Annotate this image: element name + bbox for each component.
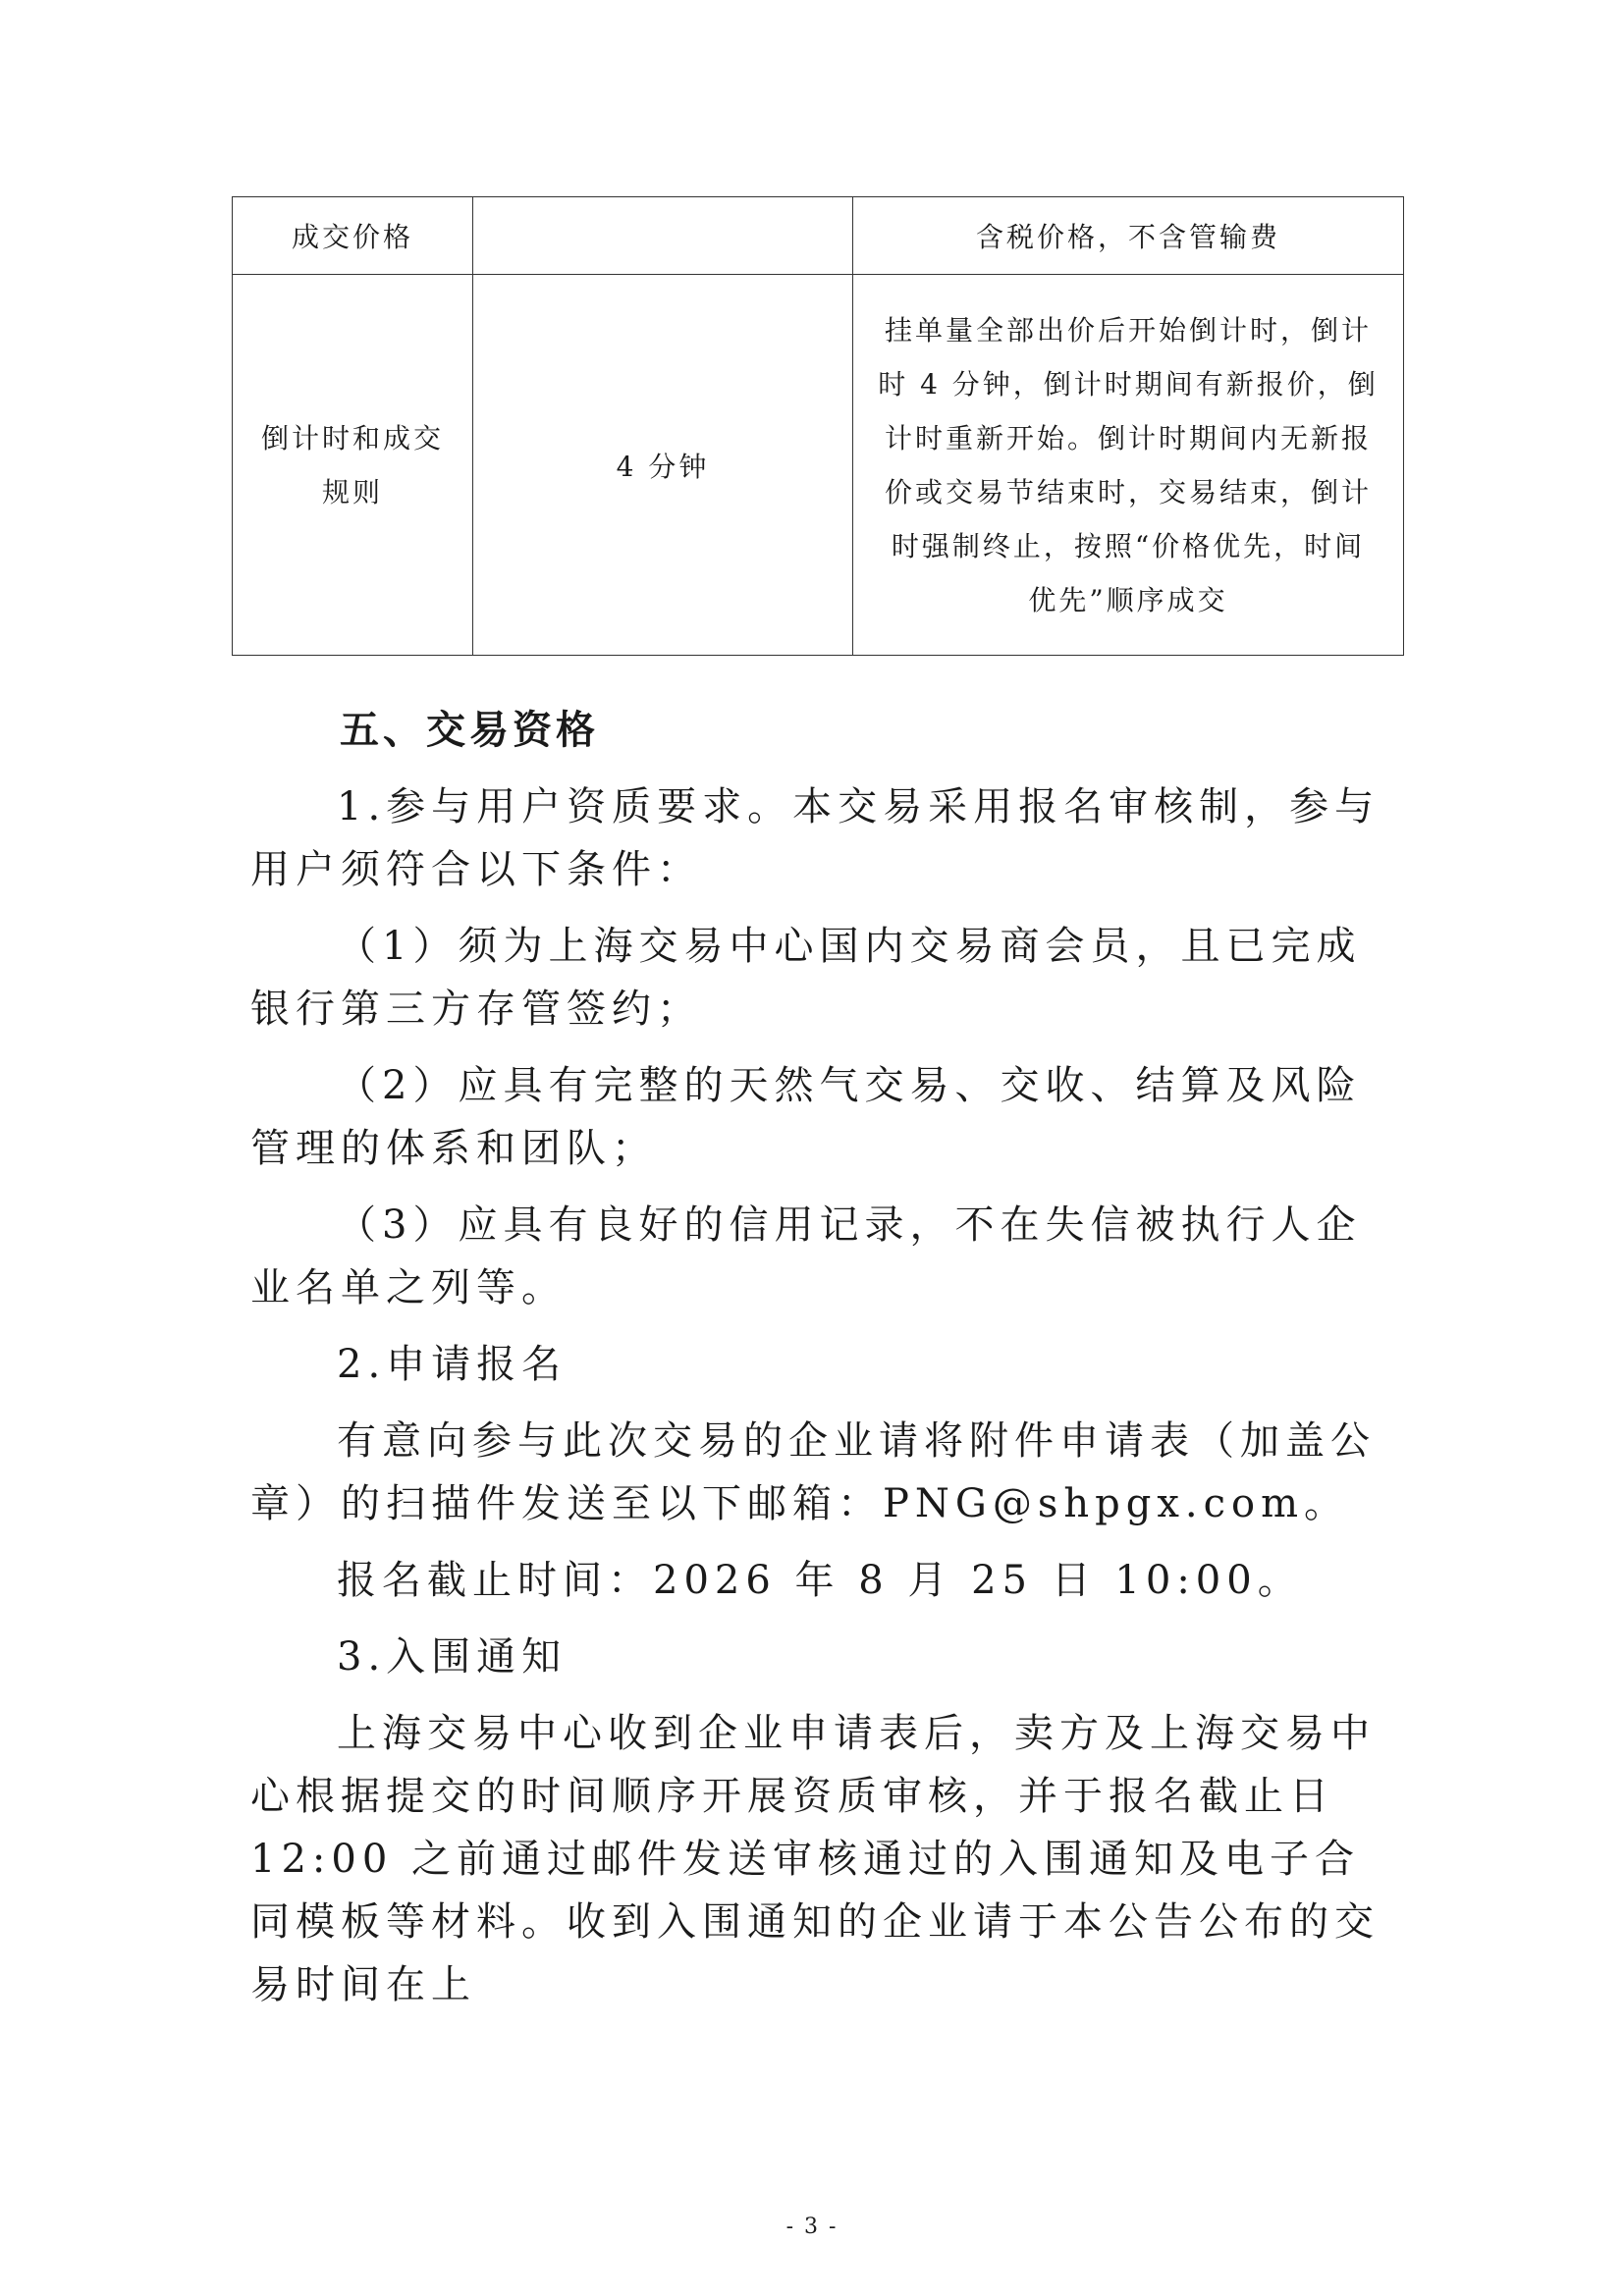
table-row	[233, 275, 1404, 656]
description-line: 计时重新开始。倒计时期间内无新报	[884, 421, 1372, 454]
page-number: - 3 -	[785, 2215, 839, 2239]
description-line: 优先”顺序成交	[1028, 583, 1228, 616]
row-description: 含税价格，不含管输费	[853, 197, 1404, 275]
section-heading: 五、交易资格	[340, 707, 599, 753]
description-line: 时 4 分钟，倒计时期间有新报价，倒	[878, 367, 1379, 400]
label-line: 规则	[321, 475, 383, 508]
row-label	[233, 275, 473, 656]
paragraph: （3）应具有良好的信用记录，不在失信被执行人企业名单之列等。	[250, 1202, 1362, 1310]
description-line: 时强制终止，按照“价格优先，时间	[891, 529, 1366, 562]
paragraph: 1.参与用户资质要求。本交易采用报名审核制，参与用户须符合以下条件：	[250, 784, 1380, 892]
paragraph: 3.入围通知	[337, 1634, 568, 1680]
paragraph: 有意向参与此次交易的企业请将附件申请表（加盖公章）的扫描件发送至以下邮箱：PNG@shpgx.com。	[250, 1418, 1376, 1526]
paragraph: （2）应具有完整的天然气交易、交收、结算及风险管理的体系和团队；	[250, 1063, 1362, 1171]
trading-rules-table	[232, 196, 1404, 656]
paragraph: 上海交易中心收到企业申请表后，卖方及上海交易中心根据提交的时间顺序开展资质审核，并于报名截止日 12:00 之前通过邮件发送审核通过的入围通知及电子合同模板等材料。收到入围通知的企业请于本公告公布的交易时间在上	[250, 1711, 1380, 2007]
label-line: 倒计时和成交	[260, 421, 444, 454]
section-body	[250, 775, 1389, 2016]
description-line: 挂单量全部出价后开始倒计时，倒计	[884, 313, 1372, 347]
table-row	[233, 197, 1404, 275]
paragraph: 2.申请报名	[337, 1342, 568, 1387]
paragraph: （1）须为上海交易中心国内交易商会员，且已完成银行第三方存管签约；	[250, 924, 1362, 1032]
row-value	[473, 197, 853, 275]
paragraph: 报名截止时间：2026 年 8 月 25 日 10:00。	[337, 1558, 1303, 1603]
row-description	[853, 275, 1404, 656]
description-line: 价或交易节结束时，交易结束，倒计	[884, 475, 1372, 508]
row-label: 成交价格	[233, 197, 473, 275]
row-value: 4 分钟	[473, 275, 853, 656]
